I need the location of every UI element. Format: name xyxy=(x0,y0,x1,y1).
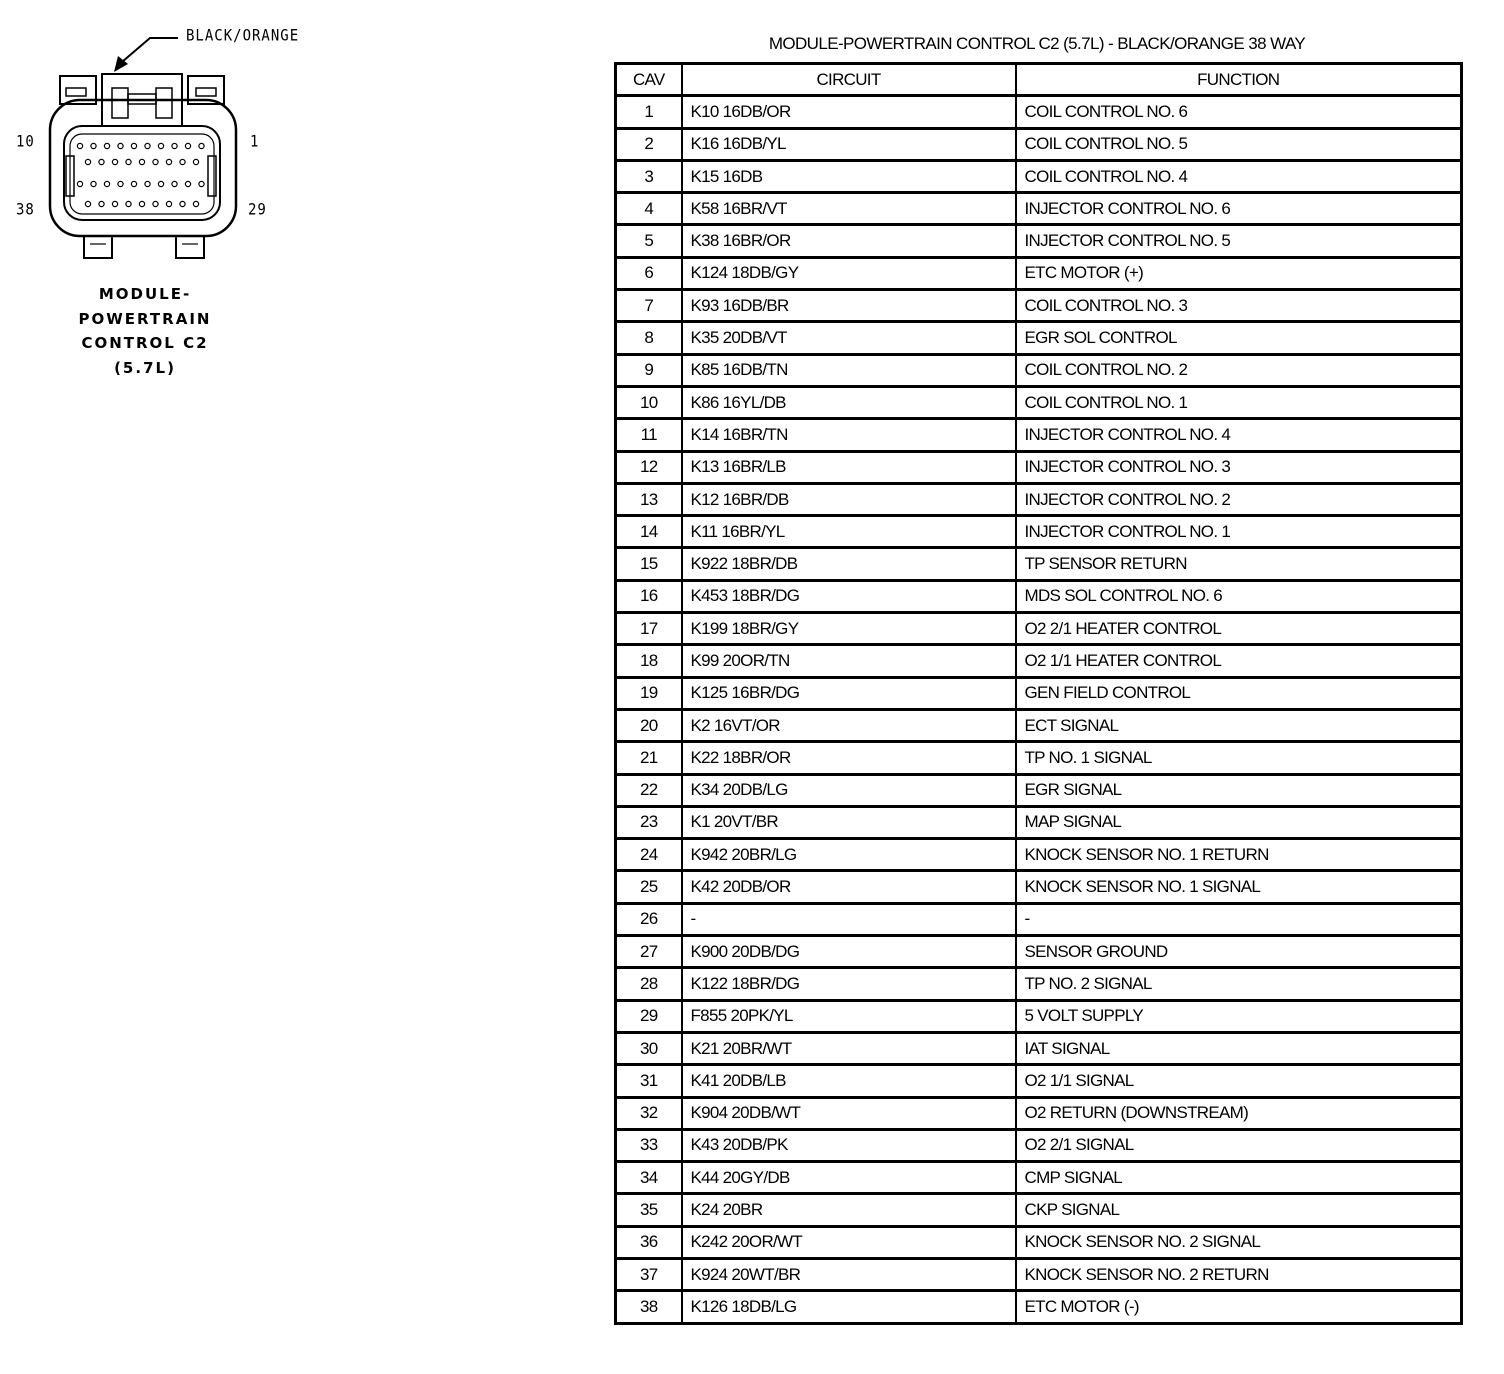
circuit-cell: K2 16VT/OR xyxy=(682,709,1016,741)
header-function: FUNCTION xyxy=(1016,64,1462,96)
circuit-cell: K11 16BR/YL xyxy=(682,516,1016,548)
circuit-cell: K93 16DB/BR xyxy=(682,290,1016,322)
pin-cavity xyxy=(85,159,90,164)
circuit-cell: K13 16BR/LB xyxy=(682,451,1016,483)
circuit-cell: K126 18DB/LG xyxy=(682,1291,1016,1323)
function-cell: IAT SIGNAL xyxy=(1016,1032,1462,1064)
cav-cell: 38 xyxy=(616,1291,682,1323)
pin-cavity xyxy=(77,181,82,186)
pin-cavity xyxy=(166,201,171,206)
pin-label-10: 10 xyxy=(16,132,35,152)
function-cell: MDS SOL CONTROL NO. 6 xyxy=(1016,580,1462,612)
function-cell: CMP SIGNAL xyxy=(1016,1162,1462,1194)
cav-cell: 19 xyxy=(616,677,682,709)
pin-cavity xyxy=(99,159,104,164)
pin-cavity xyxy=(139,201,144,206)
circuit-cell: K24 20BR xyxy=(682,1194,1016,1226)
cav-cell: 6 xyxy=(616,257,682,289)
pin-cavity xyxy=(180,159,185,164)
table-row xyxy=(616,516,1462,548)
circuit-cell: K85 16DB/TN xyxy=(682,354,1016,386)
table-row xyxy=(616,483,1462,515)
cav-cell: 16 xyxy=(616,580,682,612)
function-cell: EGR SIGNAL xyxy=(1016,774,1462,806)
circuit-cell: K99 20OR/TN xyxy=(682,645,1016,677)
table-header-row xyxy=(616,64,1462,96)
table-row xyxy=(616,645,1462,677)
circuit-cell: K58 16BR/VT xyxy=(682,193,1016,225)
cav-cell: 25 xyxy=(616,871,682,903)
pin-cavity xyxy=(118,181,123,186)
function-cell: INJECTOR CONTROL NO. 2 xyxy=(1016,483,1462,515)
table-row xyxy=(616,419,1462,451)
connector-color-label: BLACK/ORANGE xyxy=(186,26,300,46)
function-cell: ETC MOTOR (-) xyxy=(1016,1291,1462,1323)
circuit-cell: K122 18BR/DG xyxy=(682,968,1016,1000)
table-row xyxy=(616,1226,1462,1258)
table-row xyxy=(616,806,1462,838)
circuit-cell: K38 16BR/OR xyxy=(682,225,1016,257)
cav-cell: 7 xyxy=(616,290,682,322)
function-cell: COIL CONTROL NO. 4 xyxy=(1016,160,1462,192)
circuit-cell: F855 20PK/YL xyxy=(682,1000,1016,1032)
cav-cell: 18 xyxy=(616,645,682,677)
table-row xyxy=(616,160,1462,192)
caption-line: CONTROL C2 xyxy=(81,334,209,352)
table-row xyxy=(616,1258,1462,1290)
cav-cell: 31 xyxy=(616,1065,682,1097)
cav-cell: 29 xyxy=(616,1000,682,1032)
cav-cell: 13 xyxy=(616,483,682,515)
circuit-cell: K15 16DB xyxy=(682,160,1016,192)
table-row xyxy=(616,968,1462,1000)
cav-cell: 4 xyxy=(616,193,682,225)
cav-cell: 5 xyxy=(616,225,682,257)
pin-cavity xyxy=(185,181,190,186)
function-cell: COIL CONTROL NO. 2 xyxy=(1016,354,1462,386)
function-cell: ECT SIGNAL xyxy=(1016,709,1462,741)
pinout-body xyxy=(616,96,1462,1323)
function-cell: O2 1/1 SIGNAL xyxy=(1016,1065,1462,1097)
cav-cell: 35 xyxy=(616,1194,682,1226)
function-cell: TP NO. 2 SIGNAL xyxy=(1016,968,1462,1000)
connector-face xyxy=(64,126,220,220)
circuit-cell: K942 20BR/LG xyxy=(682,839,1016,871)
table-row xyxy=(616,709,1462,741)
cav-cell: 34 xyxy=(616,1162,682,1194)
circuit-cell: K41 20DB/LB xyxy=(682,1065,1016,1097)
table-row xyxy=(616,742,1462,774)
function-cell: INJECTOR CONTROL NO. 1 xyxy=(1016,516,1462,548)
table-row xyxy=(616,613,1462,645)
pin-cavity xyxy=(104,181,109,186)
caption-line: (5.7L) xyxy=(114,358,176,377)
caption-line: POWERTRAIN xyxy=(78,309,212,328)
pin-cavity xyxy=(199,143,204,148)
circuit-cell: K124 18DB/GY xyxy=(682,257,1016,289)
table-row xyxy=(616,354,1462,386)
circuit-cell: K924 20WT/BR xyxy=(682,1258,1016,1290)
table-row xyxy=(616,225,1462,257)
cav-cell: 30 xyxy=(616,1032,682,1064)
function-cell: KNOCK SENSOR NO. 1 SIGNAL xyxy=(1016,871,1462,903)
function-cell: 5 VOLT SUPPLY xyxy=(1016,1000,1462,1032)
function-cell: O2 1/1 HEATER CONTROL xyxy=(1016,645,1462,677)
circuit-cell: K22 18BR/OR xyxy=(682,742,1016,774)
cav-cell: 33 xyxy=(616,1129,682,1161)
circuit-cell: K16 16DB/YL xyxy=(682,128,1016,160)
function-cell: INJECTOR CONTROL NO. 5 xyxy=(1016,225,1462,257)
function-cell: MAP SIGNAL xyxy=(1016,806,1462,838)
table-row xyxy=(616,580,1462,612)
cav-cell: 9 xyxy=(616,354,682,386)
table-row xyxy=(616,257,1462,289)
pin-cavity xyxy=(180,201,185,206)
function-cell: INJECTOR CONTROL NO. 4 xyxy=(1016,419,1462,451)
table-row xyxy=(616,128,1462,160)
cav-cell: 36 xyxy=(616,1226,682,1258)
function-cell: O2 2/1 SIGNAL xyxy=(1016,1129,1462,1161)
pin-cavities xyxy=(77,143,204,206)
table-row xyxy=(616,386,1462,418)
pin-cavity xyxy=(172,181,177,186)
function-cell: KNOCK SENSOR NO. 2 RETURN xyxy=(1016,1258,1462,1290)
pin-cavity xyxy=(153,201,158,206)
pin-label-29: 29 xyxy=(248,200,267,220)
cav-cell: 8 xyxy=(616,322,682,354)
circuit-cell: K900 20DB/DG xyxy=(682,936,1016,968)
pin-cavity xyxy=(131,143,136,148)
table-row xyxy=(616,96,1462,128)
cav-cell: 21 xyxy=(616,742,682,774)
table-row xyxy=(616,322,1462,354)
circuit-cell: K125 16BR/DG xyxy=(682,677,1016,709)
function-cell: SENSOR GROUND xyxy=(1016,936,1462,968)
function-cell: TP NO. 1 SIGNAL xyxy=(1016,742,1462,774)
circuit-cell: K1 20VT/BR xyxy=(682,806,1016,838)
table-row xyxy=(616,871,1462,903)
table-row xyxy=(616,903,1462,935)
circuit-cell: K43 20DB/PK xyxy=(682,1129,1016,1161)
bottom-left-latch xyxy=(84,236,112,258)
cav-cell: 37 xyxy=(616,1258,682,1290)
table-row xyxy=(616,1000,1462,1032)
cav-cell: 23 xyxy=(616,806,682,838)
cav-cell: 15 xyxy=(616,548,682,580)
circuit-cell: K21 20BR/WT xyxy=(682,1032,1016,1064)
pin-cavity xyxy=(199,181,204,186)
function-cell: - xyxy=(1016,903,1462,935)
function-cell: ETC MOTOR (+) xyxy=(1016,257,1462,289)
table-row xyxy=(616,839,1462,871)
function-cell: O2 2/1 HEATER CONTROL xyxy=(1016,613,1462,645)
cav-cell: 14 xyxy=(616,516,682,548)
circuit-cell: K904 20DB/WT xyxy=(682,1097,1016,1129)
circuit-cell: K12 16BR/DB xyxy=(682,483,1016,515)
pin-cavity xyxy=(166,159,171,164)
pin-cavity xyxy=(193,201,198,206)
pin-cavity xyxy=(104,143,109,148)
pin-cavity xyxy=(112,159,117,164)
pin-cavity xyxy=(126,201,131,206)
table-row xyxy=(616,677,1462,709)
pin-label-38: 38 xyxy=(16,200,35,220)
table-row xyxy=(616,1065,1462,1097)
circuit-cell: - xyxy=(682,903,1016,935)
circuit-cell: K199 18BR/GY xyxy=(682,613,1016,645)
circuit-cell: K86 16YL/DB xyxy=(682,386,1016,418)
pin-cavity xyxy=(172,143,177,148)
cav-cell: 3 xyxy=(616,160,682,192)
cav-cell: 22 xyxy=(616,774,682,806)
function-cell: INJECTOR CONTROL NO. 6 xyxy=(1016,193,1462,225)
table-row xyxy=(616,1032,1462,1064)
table-row xyxy=(616,1162,1462,1194)
circuit-cell: K242 20OR/WT xyxy=(682,1226,1016,1258)
table-row xyxy=(616,548,1462,580)
function-cell: COIL CONTROL NO. 5 xyxy=(1016,128,1462,160)
circuit-cell: K44 20GY/DB xyxy=(682,1162,1016,1194)
cav-cell: 24 xyxy=(616,839,682,871)
pin-cavity xyxy=(131,181,136,186)
cav-cell: 12 xyxy=(616,451,682,483)
header-circuit: CIRCUIT xyxy=(682,64,1016,96)
table-row xyxy=(616,1097,1462,1129)
function-cell: O2 RETURN (DOWNSTREAM) xyxy=(1016,1097,1462,1129)
cav-cell: 27 xyxy=(616,936,682,968)
function-cell: COIL CONTROL NO. 6 xyxy=(1016,96,1462,128)
function-cell: KNOCK SENSOR NO. 2 SIGNAL xyxy=(1016,1226,1462,1258)
function-cell: EGR SOL CONTROL xyxy=(1016,322,1462,354)
cav-cell: 2 xyxy=(616,128,682,160)
pin-cavity xyxy=(193,159,198,164)
circuit-cell: K42 20DB/OR xyxy=(682,871,1016,903)
cav-cell: 1 xyxy=(616,96,682,128)
table-row xyxy=(616,193,1462,225)
pin-cavity xyxy=(185,143,190,148)
pin-cavity xyxy=(85,201,90,206)
pin-cavity xyxy=(158,181,163,186)
function-cell: TP SENSOR RETURN xyxy=(1016,548,1462,580)
function-cell: GEN FIELD CONTROL xyxy=(1016,677,1462,709)
function-cell: COIL CONTROL NO. 1 xyxy=(1016,386,1462,418)
header-cav: CAV xyxy=(616,64,682,96)
table-row xyxy=(616,936,1462,968)
table-row xyxy=(616,1194,1462,1226)
pin-cavity xyxy=(139,159,144,164)
pin-cavity xyxy=(126,159,131,164)
function-cell: CKP SIGNAL xyxy=(1016,1194,1462,1226)
function-cell: KNOCK SENSOR NO. 1 RETURN xyxy=(1016,839,1462,871)
circuit-cell: K14 16BR/TN xyxy=(682,419,1016,451)
pin-cavity xyxy=(112,201,117,206)
pin-cavity xyxy=(91,181,96,186)
color-leader-line xyxy=(122,38,178,62)
pin-cavity xyxy=(145,143,150,148)
cav-cell: 32 xyxy=(616,1097,682,1129)
pin-cavity xyxy=(158,143,163,148)
pin-cavity xyxy=(77,143,82,148)
function-cell: COIL CONTROL NO. 3 xyxy=(1016,290,1462,322)
pin-label-1: 1 xyxy=(250,132,260,152)
pinout-table xyxy=(614,62,1463,1325)
table-row xyxy=(616,451,1462,483)
table-row xyxy=(616,1129,1462,1161)
table-title: MODULE-POWERTRAIN CONTROL C2 (5.7L) - BLACK/ORANGE 38 WAY xyxy=(768,34,1306,53)
pin-cavity xyxy=(91,143,96,148)
pin-cavity xyxy=(145,181,150,186)
function-cell: INJECTOR CONTROL NO. 3 xyxy=(1016,451,1462,483)
circuit-cell: K35 20DB/VT xyxy=(682,322,1016,354)
circuit-cell: K10 16DB/OR xyxy=(682,96,1016,128)
table-row xyxy=(616,774,1462,806)
caption-line: MODULE- xyxy=(98,285,192,303)
cav-cell: 17 xyxy=(616,613,682,645)
pin-cavity xyxy=(153,159,158,164)
circuit-cell: K922 18BR/DB xyxy=(682,548,1016,580)
connector-diagram xyxy=(0,0,320,400)
pin-cavity xyxy=(118,143,123,148)
cav-cell: 28 xyxy=(616,968,682,1000)
cav-cell: 11 xyxy=(616,419,682,451)
pin-cavity xyxy=(99,201,104,206)
circuit-cell: K453 18BR/DG xyxy=(682,580,1016,612)
cav-cell: 26 xyxy=(616,903,682,935)
cav-cell: 20 xyxy=(616,709,682,741)
table-row xyxy=(616,1291,1462,1323)
circuit-cell: K34 20DB/LG xyxy=(682,774,1016,806)
connector-caption xyxy=(60,282,230,380)
bottom-right-latch xyxy=(176,236,204,258)
cav-cell: 10 xyxy=(616,386,682,418)
table-row xyxy=(616,290,1462,322)
